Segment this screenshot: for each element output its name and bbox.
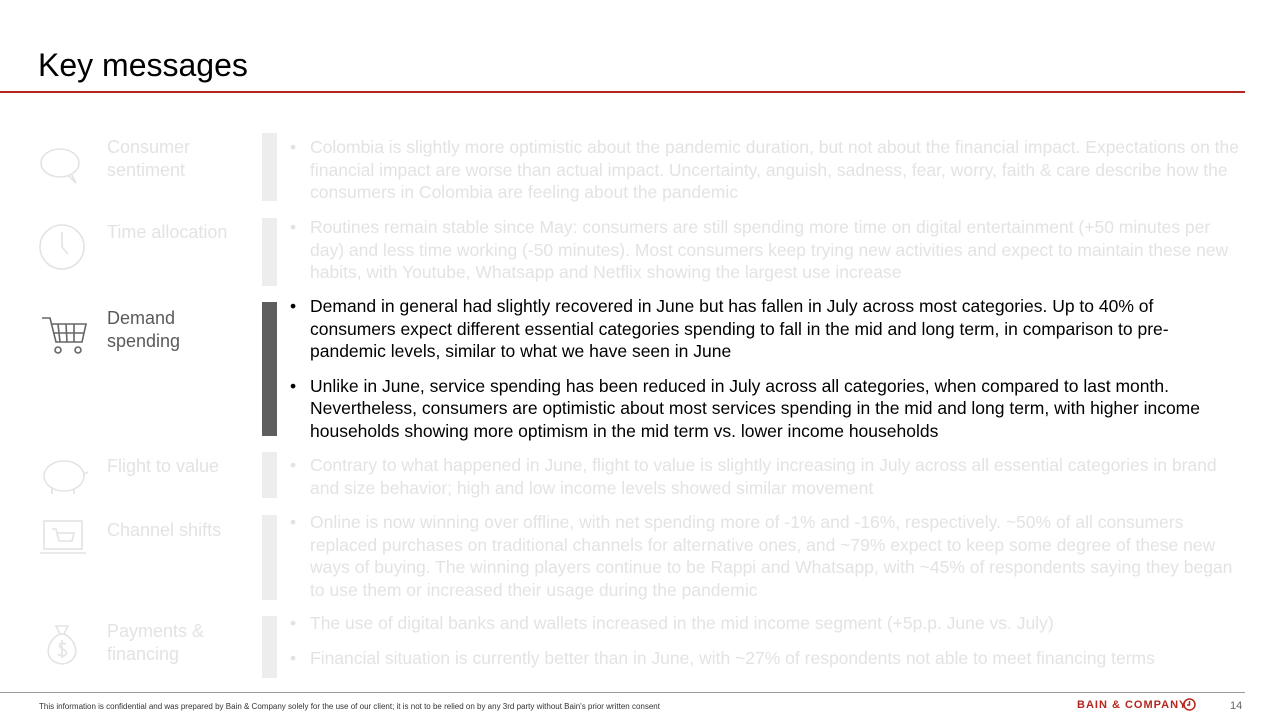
row-label: Time allocation xyxy=(107,222,228,242)
clock-icon xyxy=(38,220,92,274)
brand-mark-icon xyxy=(1183,698,1196,711)
row-label: Channel shifts xyxy=(107,520,222,540)
bullet-list xyxy=(290,454,1242,511)
footer-divider xyxy=(0,692,1245,693)
bullet-list xyxy=(290,511,1242,613)
speech-bubble-icon xyxy=(38,139,92,193)
bullet-item: • Online is now winning over offline, with net spending more of -1% and -16%, respectively. ~50% of all consumers replaced purchases on traditional channels for alternative ones, and ~79% expect to keep some degree of these new ways of buying. The winning players continue to be Rappi and Whatsapp, with ~45% of respondents saying they began to use them or increased their usage during the pandemic xyxy=(290,511,1242,601)
laptop-cart-icon xyxy=(38,515,92,569)
bullet-item: • The use of digital banks and wallets increased in the mid income segment (+5p.p. June vs. July) xyxy=(290,612,1242,635)
shopping-cart-icon xyxy=(38,308,92,362)
page-title: Key messages xyxy=(38,47,248,83)
bullet-item: • Financial situation is currently better than in June, with ~27% of respondents not able to meet financing terms xyxy=(290,647,1242,670)
bullet-item: • Colombia is slightly more optimistic about the pandemic duration, but not about the financial impact. Expectations on the financial impact are worse than actual impact. Uncertainty, anguish, sadness, fear, worry, faith & care describe how the consumers in Colombia are feeling about the pandemic xyxy=(290,136,1242,204)
row-label: Flight to value xyxy=(107,456,220,476)
row-indicator-bar xyxy=(262,515,277,600)
bullet-list xyxy=(290,612,1242,681)
money-bag-icon xyxy=(38,618,92,672)
bullet-list xyxy=(290,216,1242,296)
row-indicator-bar xyxy=(262,452,277,498)
row-indicator-bar xyxy=(262,616,277,678)
piggy-bank-icon xyxy=(38,452,92,506)
bullet-item: • Contrary to what happened in June, flight to value is slightly increasing in July across all essential categories in brand and size behavior; high and low income levels showed similar movement xyxy=(290,454,1242,499)
row-label: Payments & financing xyxy=(107,621,205,664)
bullet-item: • Routines remain stable since May: consumers are still spending more time on digital entertainment (+50 minutes per day) and less time working (-50 minutes). Most consumers keep trying new activities and expect to maintain these new habits, with Youtube, Whatsapp and Netflix showing the largest use increase xyxy=(290,216,1242,284)
bullet-item: • Unlike in June, service spending has been reduced in July across all categories, when compared to last month. Nevertheless, consumers are optimistic about most services spending in the mid and long term, with higher income households showing more optimism in the mid term vs. lower income households xyxy=(290,375,1242,443)
confidentiality-note: This information is confidential and was prepared by Bain & Company solely for the use of our client; it is not to be relied on by any 3rd party without Bain's prior written consent xyxy=(39,702,660,711)
page-number: 14 xyxy=(1230,700,1243,712)
row-label: Demand spending xyxy=(107,308,181,351)
brand-logo: BAIN & COMPANY xyxy=(1077,699,1188,711)
row-label: Consumer sentiment xyxy=(107,137,191,180)
row-indicator-bar xyxy=(262,133,277,201)
title-divider xyxy=(0,91,1245,93)
bullet-item: • Demand in general had slightly recovered in June but has fallen in July across most categories. Up to 40% of consumers expect different essential categories spending to fall in the mid and long term, in comparison to pre-pandemic levels, similar to what we have seen in June xyxy=(290,295,1242,363)
bullet-list xyxy=(290,136,1242,216)
row-indicator-bar xyxy=(262,218,277,286)
row-indicator-bar xyxy=(262,302,277,436)
bullet-list xyxy=(290,295,1242,454)
